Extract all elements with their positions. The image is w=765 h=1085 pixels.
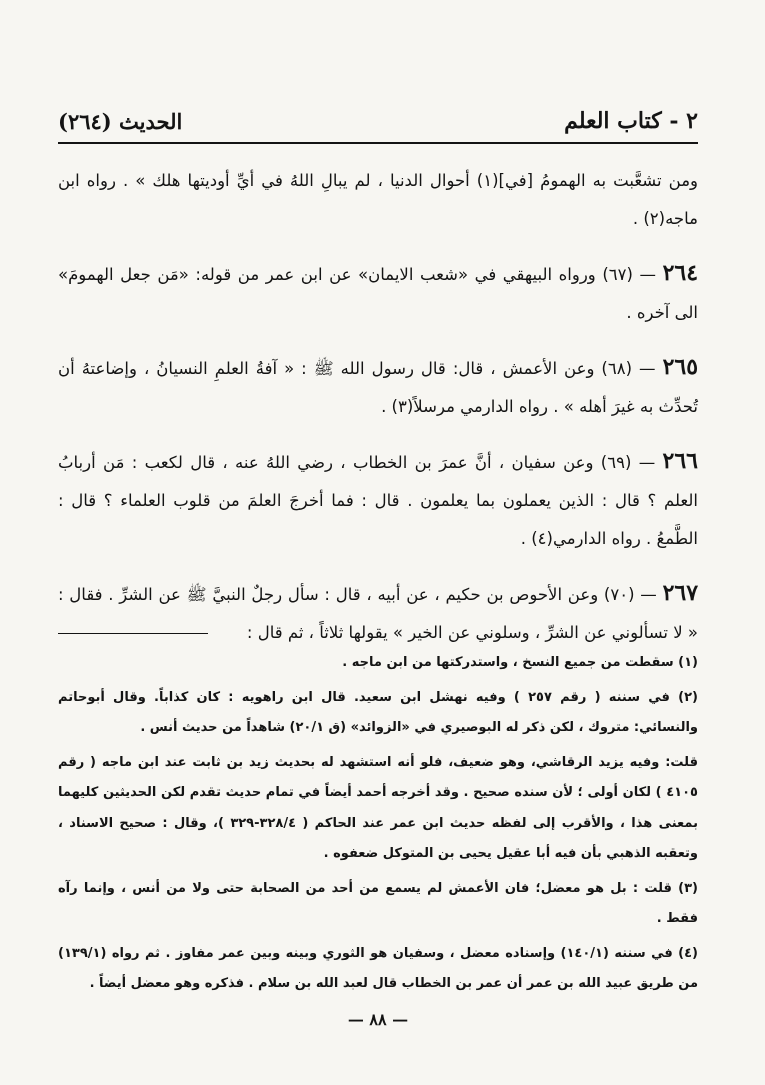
hadith-number: ٢٦٦: [662, 448, 698, 474]
hadith-266: [58, 442, 698, 558]
footnotes: [58, 648, 698, 1004]
chapter-title: ٢ - كتاب العلم: [564, 108, 698, 134]
running-header: [58, 100, 698, 134]
main-text: [58, 162, 698, 668]
page-number: — ٨٨ —: [347, 1010, 409, 1029]
hadith-267: [58, 574, 698, 652]
hadith-number: ٢٦٥: [662, 354, 699, 380]
hadith-text: — (٦٩) وعن سفيان ، أنَّ عمرَ بن الخطاب ، رضي اللهُ عنه ، قال لكعب : مَن أربابُ العلم ؟ قال : الذين يعملون بما يعلمون . قال : فما أخرجَ العلمَ من قلوب العلماء ؟ قال : الطَّمعُ . رواه الدارمي(٤) .: [58, 453, 698, 548]
hadith-text: — (٧٠) وعن الأحوص بن حكيم ، عن أبيه ، قال : سأل رجلٌ النبيَّ ﷺ عن الشرِّ . فقال : « لا تسألوني عن الشرِّ ، وسلوني عن الخير » يقولها ثلاثاً ، ثم قال :: [58, 585, 698, 642]
footnote-2-comment: قلت: وفيه يزيد الرقاشي، وهو ضعيف، فلو أنه استشهد له بحديث زيد بن ثابت عند ابن ماجه ( رقم ٤١٠٥ ) لكان أولى ؛ لأن سنده صحيح . وقد أخرجه أحمد أيضاً في تمام حديث تقدم لكن الحديثين كليهما بمعنى هذا ، والأقرب إلى لفظه حديث ابن عمر عند الحاكم ( ٣٢٨/٤-٣٢٩ )، وقال : صحيح الاسناد ، وتعقبه الذهبي بأن فيه أبا عقيل يحيى بن المتوكل ضعفوه .: [58, 754, 698, 861]
hadith-265: [58, 348, 698, 426]
continuation-paragraph: ومن تشعَّبت به الهمومُ [في](١) أحوال الدنيا ، لم يبالِ اللهُ في أيِّ أوديتها هلك » . رواه ابن ماجه(٢) .: [58, 171, 698, 228]
hadith-text: — (٦٧) ورواه البيهقي في «شعب الايمان» عن ابن عمر من قوله: «مَن جعل الهمومَ» الى آخره .: [58, 265, 698, 322]
hadith-text: — (٦٨) وعن الأعمش ، قال: قال رسول الله ﷺ : « آفةُ العلمِ النسيانُ ، وإضاعتهُ أن تُحدِّث به غيرَ أهله » . رواه الدارمي مرسلاً(٣) .: [58, 359, 698, 416]
book-page: [58, 70, 698, 1050]
hadith-number: ٢٦٧: [662, 580, 699, 606]
footnote-1: (١) سقطت من جميع النسخ ، واستدركتها من ابن ماجه .: [342, 655, 698, 670]
hadith-number: ٢٦٤: [662, 260, 699, 286]
footnote-2: (٢) في سننه ( رقم ٢٥٧ ) وفيه نهشل ابن سعيد. قال ابن راهويه : كان كذاباً. وقال أبوحاتم والنسائي: متروك ، لكن ذكر له البوصيري في «الزوائد» (ق ٢٠/١) شاهداً من حديث أنس .: [58, 689, 698, 735]
hadith-range: الحديث (٢٦٤): [58, 109, 183, 134]
header-rule: [58, 142, 698, 144]
footnote-3: (٣) قلت : بل هو معضل؛ فان الأعمش لم يسمع من أحد من الصحابة حتى ولا من أنس ، وإنما رآه فقط .: [58, 880, 698, 926]
hadith-264: [58, 254, 698, 332]
footnote-4: (٤) في سننه (١٤٠/١) وإسناده معضل ، وسفيان هو الثوري وبينه وبين عمر مفاوز . ثم رواه (١٣٩/١) من طريق عبيد الله بن عمر أن عمر بن الخطاب قال لعبد الله بن سلام . فذكره وهو معضل أيضاً .: [58, 945, 698, 991]
footnote-rule: [58, 633, 208, 634]
